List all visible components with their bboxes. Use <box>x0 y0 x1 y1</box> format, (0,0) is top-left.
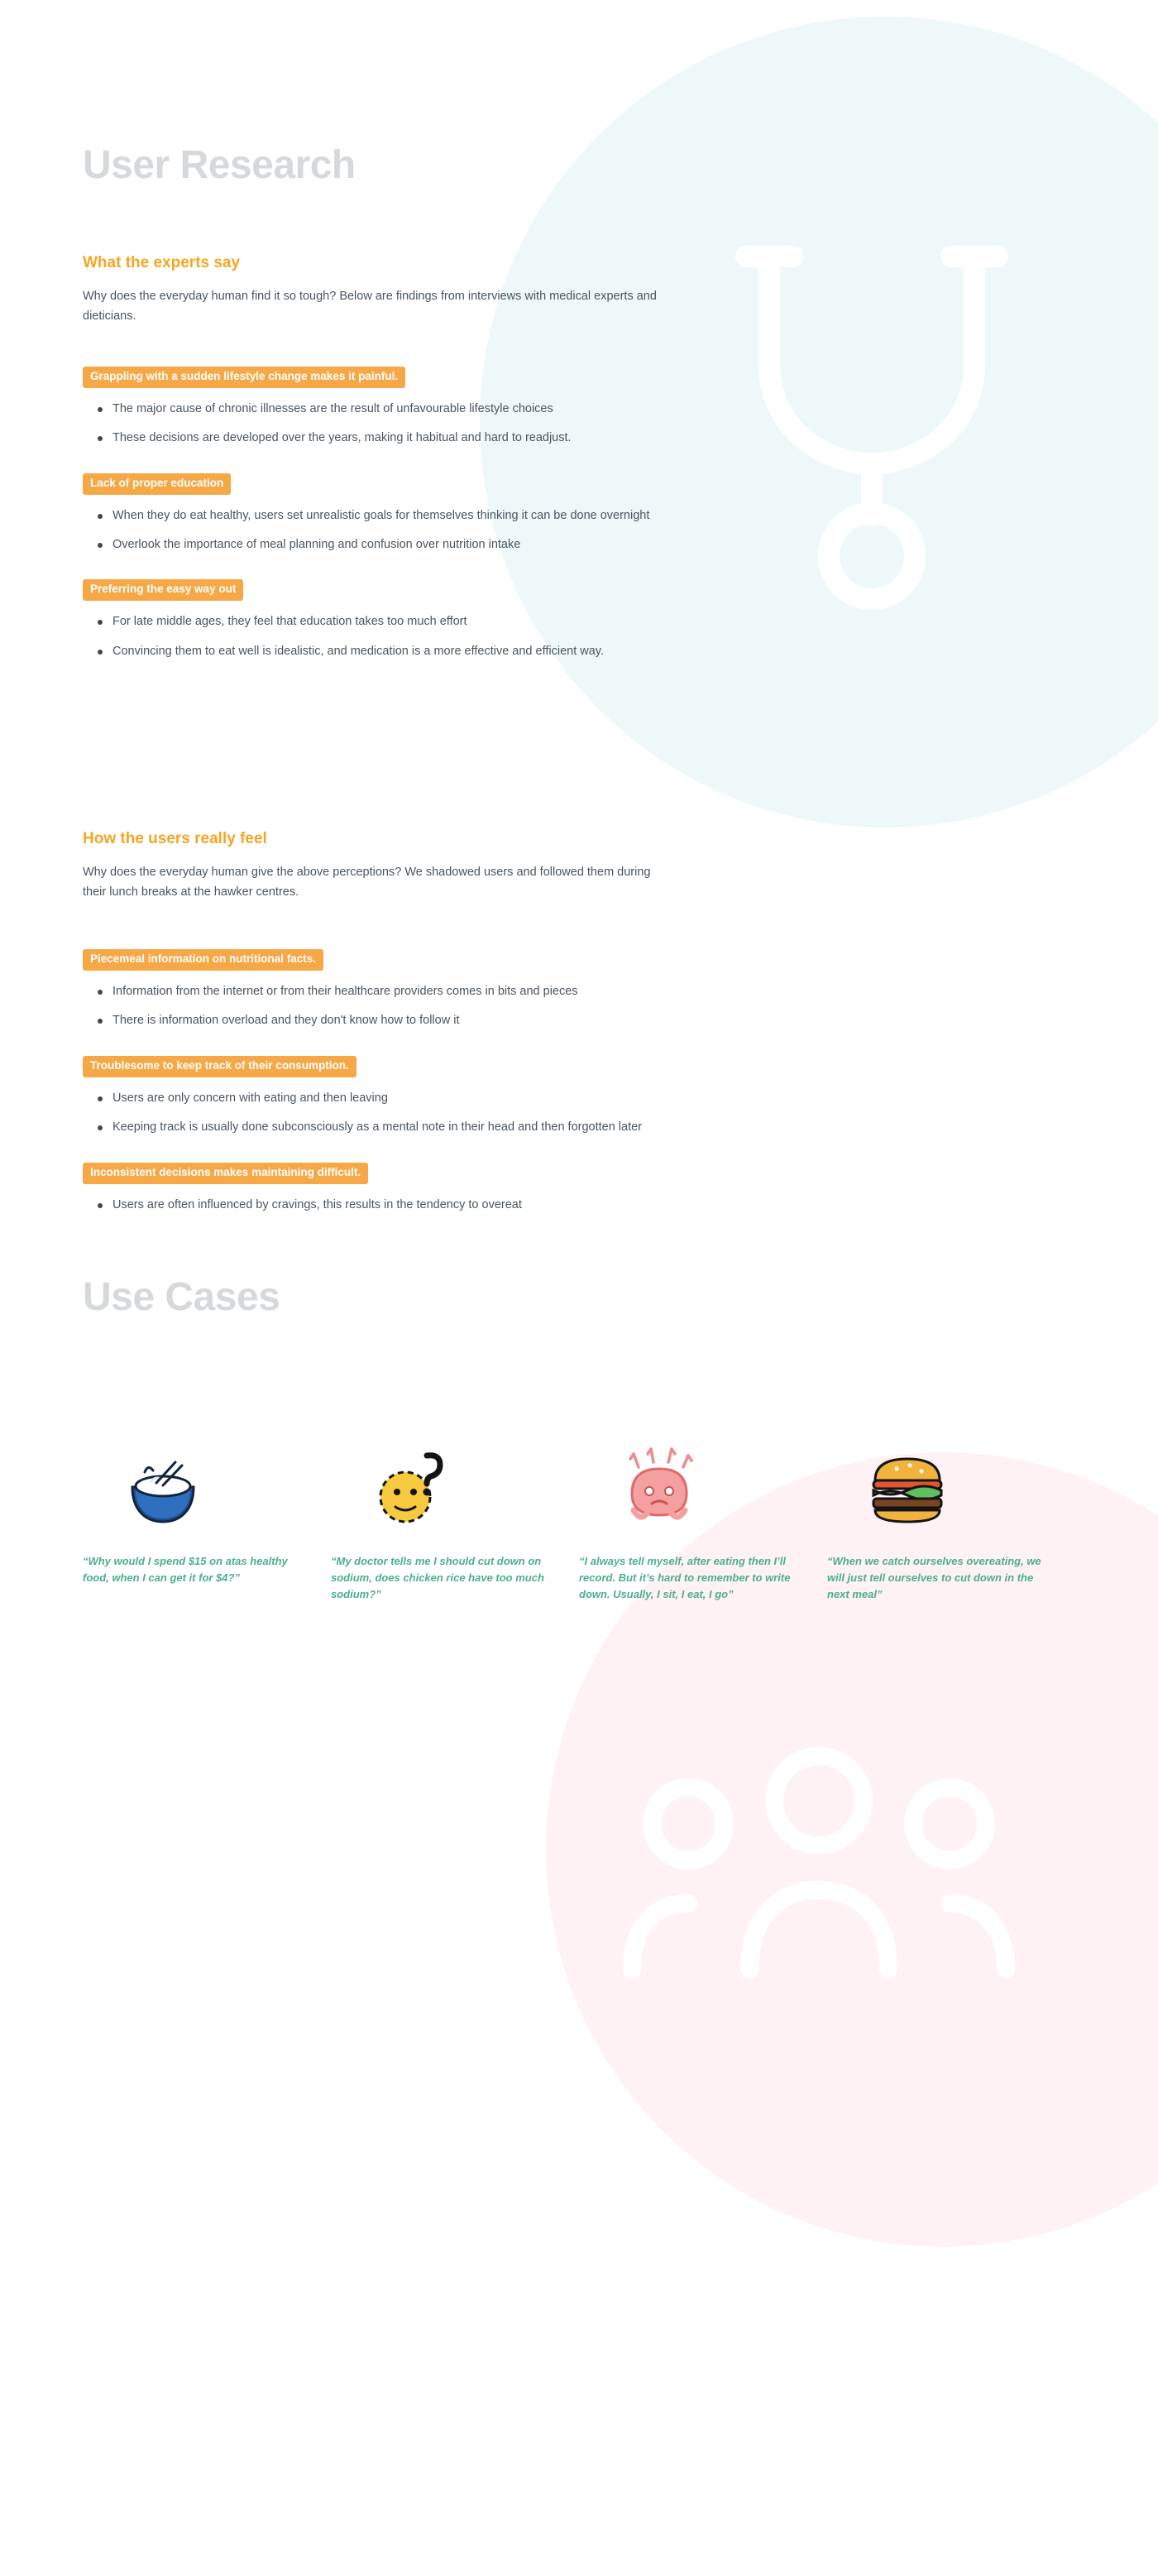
use-case-quote: “I always tell myself, after eating then I’ll record. But it’s hard to remember to write down. Usually, I sit, I eat, I go” <box>579 1555 791 1601</box>
use-case-quote: “Why would I spend $15 on atas healthy food, when I can get it for $4?” <box>83 1555 288 1585</box>
section-intro-text: Why does the everyday human find it so tough? Below are findings from interviews with medical experts and dieticians. <box>83 290 657 323</box>
section-heading: How the users really feel <box>83 830 267 848</box>
list-item: The major cause of chronic illnesses are the result of unfavourable lifestyle choices <box>112 400 683 419</box>
list-item: Users are often influenced by cravings, this results in the tendency to overeat <box>112 1196 683 1215</box>
finding-tag: Piecemeal information on nutritional facts. <box>83 949 323 971</box>
page-title-use-cases: Use Cases <box>83 1275 280 1320</box>
list-item: For late middle ages, they feel that education takes too much effort <box>112 612 683 631</box>
use-case-quote: “When we catch ourselves overeating, we will just tell ourselves to cut down in the next meal” <box>827 1555 1041 1601</box>
rice-bowl-icon <box>83 1427 298 1535</box>
section-user-research <box>83 0 1075 1215</box>
finding-group <box>83 579 1075 661</box>
section-use-cases <box>83 1225 1075 1603</box>
page-title-user-research: User Research <box>83 143 356 187</box>
list-item: Overlook the importance of meal planning and confusion over nutrition intake <box>112 535 683 554</box>
list-item: When they do eat healthy, users set unrealistic goals for themselves thinking it can be done overnight <box>112 506 683 525</box>
finding-group <box>83 367 1075 449</box>
use-case-item <box>827 1427 1075 1603</box>
block-what-the-experts-say <box>83 254 1075 661</box>
finding-tag: Lack of proper education <box>83 473 231 495</box>
finding-tag: Preferring the easy way out <box>83 579 243 601</box>
use-case-item <box>579 1427 827 1603</box>
use-case-quote: “My doctor tells me I should cut down on sodium, does chicken rice have too much sodium?” <box>331 1555 544 1601</box>
stressed-face-icon <box>579 1427 794 1535</box>
finding-bullet-list <box>83 612 1075 661</box>
block-how-the-users-really-feel <box>83 830 1075 1215</box>
list-item: There is information overload and they don't know how to follow it <box>112 1011 683 1030</box>
use-case-item <box>331 1427 579 1603</box>
section-intro-text: Why does the everyday human give the above perceptions? We shadowed users and followed them during their lunch breaks at the hawker centres. <box>83 866 651 899</box>
finding-bullet-list <box>83 506 1075 555</box>
use-case-list <box>83 1427 1075 1603</box>
section-heading: What the experts say <box>83 254 241 271</box>
finding-group <box>83 473 1075 555</box>
finding-group <box>83 1056 1075 1138</box>
burger-icon <box>827 1427 1042 1535</box>
people-group-icon <box>612 1738 1026 2003</box>
confused-face-question-icon <box>331 1427 546 1535</box>
finding-tag: Troublesome to keep track of their consumption. <box>83 1056 356 1077</box>
list-item: Users are only concern with eating and then leaving <box>112 1089 683 1108</box>
finding-bullet-list <box>83 400 1075 449</box>
finding-bullet-list <box>83 1089 1075 1138</box>
finding-group <box>83 1163 1075 1215</box>
use-case-item <box>83 1427 331 1603</box>
list-item: Keeping track is usually done subconsciously as a mental note in their head and then forgotten later <box>112 1118 683 1137</box>
finding-tag: Grappling with a sudden lifestyle change makes it painful. <box>83 367 405 388</box>
list-item: Convincing them to eat well is idealistic, and medication is a more effective and efficient way. <box>112 642 683 661</box>
list-item: These decisions are developed over the years, making it habitual and hard to readjust. <box>112 429 683 448</box>
finding-group <box>83 949 1075 1031</box>
finding-tag: Inconsistent decisions makes maintaining difficult. <box>83 1163 368 1184</box>
finding-bullet-list <box>83 982 1075 1031</box>
list-item: Information from the internet or from their healthcare providers comes in bits and pieces <box>112 982 683 1001</box>
finding-bullet-list <box>83 1196 1075 1215</box>
